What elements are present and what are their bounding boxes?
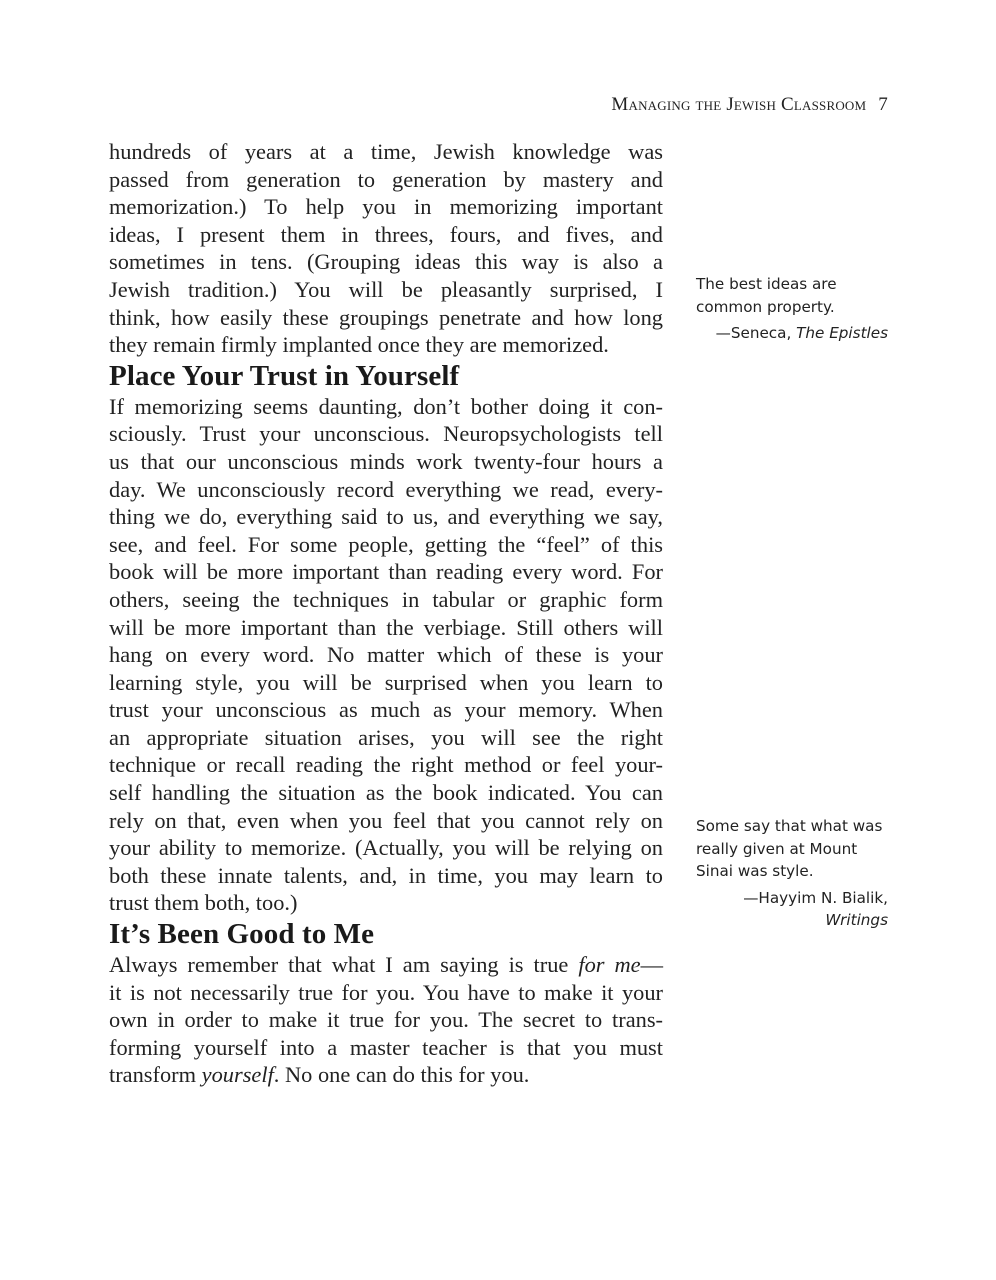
section-heading-good: It’s Been Good to Me: [109, 918, 375, 951]
text-line: ideas, I present them in threes, fours, and fives, and: [109, 221, 663, 247]
sidenote-attribution: [696, 322, 888, 345]
emphasis-text: for me: [578, 952, 641, 978]
text-line: us that our unconscious minds work twenty-four hours a: [109, 448, 663, 474]
text-line: [109, 951, 663, 979]
text-line: forming yourself into a master teacher is that you must: [109, 1034, 663, 1060]
sidenote-quote-line: common property.: [696, 297, 835, 316]
main-text-column: [109, 138, 663, 1089]
sidenote-attribution: [696, 887, 888, 932]
section-heading-trust: Place Your Trust in Yourself: [109, 359, 460, 392]
text-line: learning style, you will be surprised when you learn to: [109, 669, 663, 695]
text-line: memorization.) To help you in memorizing important: [109, 194, 663, 220]
text-line: rely on that, even when you feel that you cannot rely on: [109, 807, 663, 833]
text-line: trust your unconscious as much as your memory. When: [109, 697, 663, 723]
text-line: hang on every word. No matter which of these is your: [109, 642, 663, 668]
attribution-work: Writings: [825, 911, 888, 929]
text-line: think, how easily these groupings penetrate and how long: [109, 304, 663, 330]
text-line: an appropriate situation arises, you will see the right: [109, 724, 663, 750]
text-line: [109, 1061, 663, 1089]
text-run: transform: [109, 1062, 202, 1088]
sidenote-quote-line: Sinai was style.: [696, 862, 814, 880]
attribution-author: —Seneca,: [715, 324, 797, 342]
text-line: hundreds of years at a time, Jewish knowledge was: [109, 139, 663, 164]
text-run: . No one can do this for you.: [273, 1062, 530, 1088]
sidenote-bialik: [696, 815, 888, 932]
sidenote-quote-line: The best ideas are: [696, 275, 837, 293]
text-line: day. We unconsciously record everything we read, every-: [109, 476, 663, 502]
text-line: it is not necessarily true for you. You have to make it your: [109, 979, 663, 1005]
intro-paragraph: [109, 138, 663, 359]
good-paragraph: [109, 951, 663, 1089]
text-run: Always remember that what I am saying is true: [109, 952, 579, 978]
text-line: self handling the situation as the book indicated. You can: [109, 780, 663, 806]
text-run: —: [640, 952, 663, 978]
emphasis-text: yourself: [201, 1062, 274, 1088]
text-line: book will be more important than reading every word. For: [109, 559, 663, 585]
text-line: both these innate talents, and, in time, you may learn to: [109, 862, 663, 888]
page-number: 7: [878, 94, 888, 115]
text-line: own in order to make it true for you. The secret to trans-: [109, 1007, 663, 1033]
text-line: If memorizing seems daunting, don’t bother doing it con-: [109, 393, 663, 419]
sidenote-seneca: [696, 273, 888, 345]
text-line: passed from generation to generation by mastery and: [109, 166, 663, 192]
running-head-title: Managing the Jewish Classroom: [611, 94, 867, 115]
trust-paragraph: [109, 393, 663, 917]
text-line: Jewish tradition.) You will be pleasantly surprised, I: [109, 276, 663, 302]
text-line: others, seeing the techniques in tabular or graphic form: [109, 586, 663, 612]
text-line: sciously. Trust your unconscious. Neuropsychologists tell: [109, 421, 663, 447]
sidenote-quote-line: really given at Mount: [696, 839, 858, 858]
text-line: will be more important than the verbiage. Still others will: [109, 614, 663, 640]
attribution-work: The Epistles: [796, 324, 888, 342]
attribution-author: —Hayyim N. Bialik,: [743, 888, 888, 907]
text-line: trust them both, too.): [109, 890, 298, 916]
text-line: see, and feel. For some people, getting the “feel” of this: [109, 531, 663, 557]
text-line: thing we do, everything said to us, and everything we say,: [109, 504, 663, 530]
text-line: technique or recall reading the right method or feel your-: [109, 752, 663, 778]
running-head: [611, 94, 888, 116]
text-line: they remain firmly implanted once they are memorized.: [109, 332, 609, 358]
text-line: sometimes in tens. (Grouping ideas this way is also a: [109, 249, 663, 275]
sidenote-quote-line: Some say that what was: [696, 817, 883, 835]
text-line: your ability to memorize. (Actually, you will be relying on: [109, 835, 663, 861]
